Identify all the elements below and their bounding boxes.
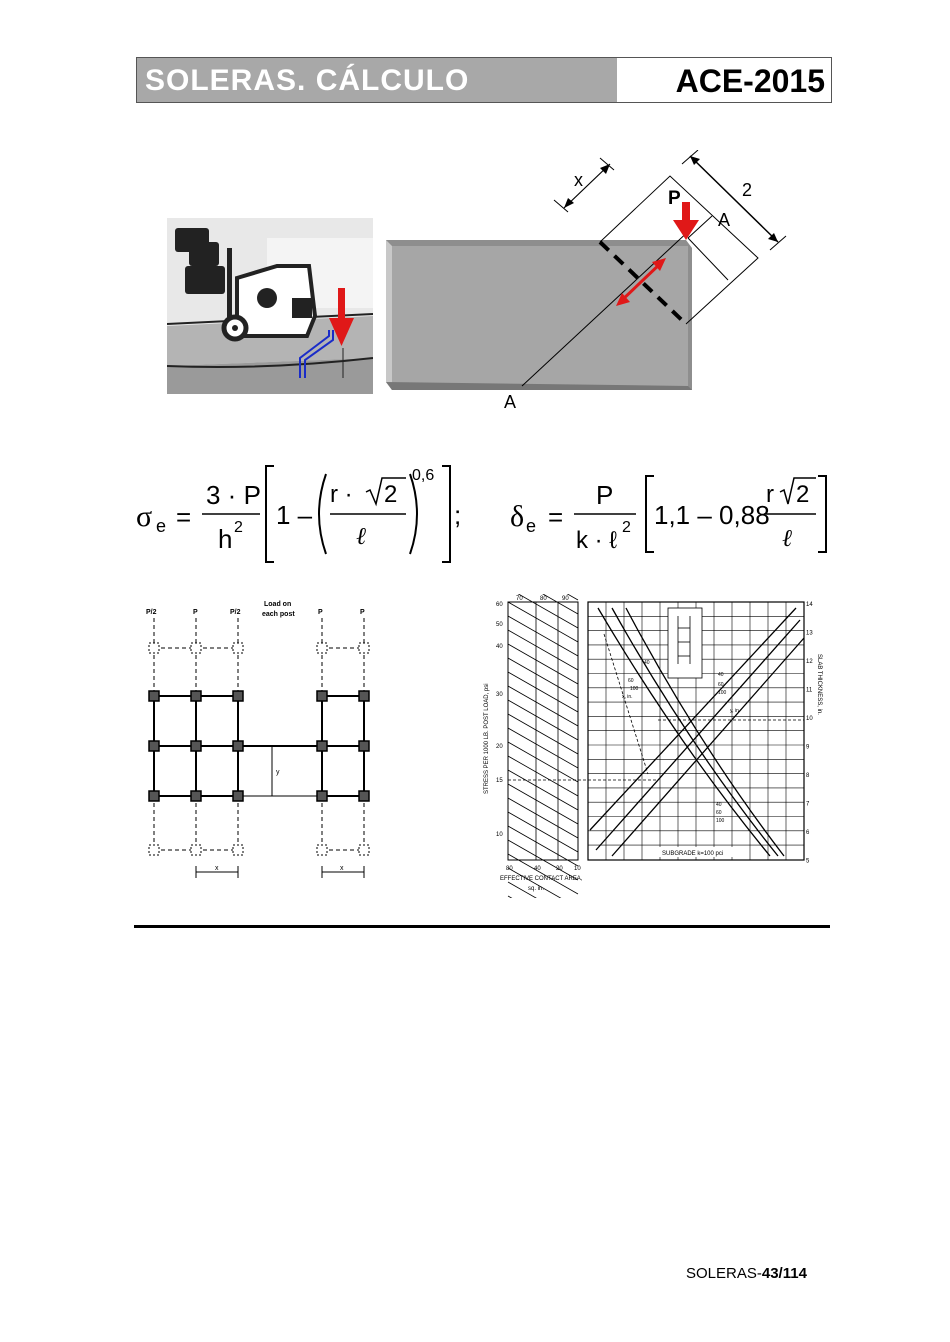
delta-frac-ell: ℓ [782, 526, 792, 552]
curve-label: y, in. [730, 708, 741, 714]
sigma-numerator: 3 · P [206, 480, 261, 510]
post-label-5: P [360, 609, 365, 616]
document-code: ACE-2015 [617, 58, 831, 102]
load-note-line1: Load on [264, 601, 292, 608]
dimension-2-label: 2 [742, 180, 753, 200]
sigma-equals: = [176, 502, 192, 532]
bottom-left-tick: 80 [506, 866, 513, 872]
curve-label: 40 [716, 802, 722, 808]
right-tick: 9 [806, 744, 810, 751]
left-tick: 15 [496, 778, 503, 784]
grid-dim-x-2: x [340, 865, 344, 872]
stress-formula [136, 466, 461, 562]
left-tick: 50 [496, 622, 503, 628]
delta-equals: = [548, 502, 564, 532]
section-divider [134, 925, 830, 928]
post-label-4: P [318, 609, 323, 616]
curve-label: 60 [718, 682, 724, 688]
post-load-grid-diagram [138, 596, 378, 886]
right-tick: 6 [806, 830, 810, 836]
right-tick: 13 [806, 630, 813, 637]
sigma-one-minus: 1 – [276, 500, 313, 530]
curve-label: 60 [716, 810, 722, 816]
bottom-left-label-2: sq. in. [528, 886, 545, 892]
top-left-tick: 80 [540, 596, 547, 602]
delta-subscript: e [526, 516, 537, 536]
sigma-denominator: h [218, 524, 233, 554]
top-left-tick: 90 [562, 596, 569, 602]
post-label-2: P [193, 609, 198, 616]
left-tick: 40 [496, 644, 503, 650]
top-left-tick: 70 [516, 596, 523, 602]
right-tick: 14 [806, 602, 813, 608]
curve-label: 100 [716, 818, 725, 824]
curve-label: 60 [628, 678, 634, 684]
left-tick: 20 [496, 744, 503, 750]
left-tick: 60 [496, 602, 503, 608]
deflection-formula [510, 476, 826, 554]
page-footer [686, 1265, 807, 1282]
right-tick: 12 [806, 659, 813, 665]
subgrade-label: SUBGRADE k=100 pci [662, 851, 724, 857]
nomograph-chart [478, 594, 824, 898]
bottom-left-label-1: EFFECTIVE CONTACT AREA, [500, 876, 583, 882]
curve-label: x, in. [622, 694, 633, 700]
delta-symbol: δ [510, 500, 525, 533]
right-tick: 5 [806, 858, 810, 865]
delta-denominator: k · ℓ [576, 527, 618, 554]
delta-frac-root: 2 [796, 481, 810, 508]
page-number: 43/114 [761, 1265, 807, 1282]
delta-term: 1,1 – 0,88 [654, 500, 770, 530]
section-a-bottom-label: A [504, 392, 517, 412]
slab-diagram [382, 150, 802, 412]
forklift-illustration [167, 218, 373, 394]
sigma-inner-root: 2 [384, 481, 398, 508]
sigma-denominator-exponent: 2 [234, 519, 243, 536]
left-tick: 30 [496, 692, 503, 698]
load-p-label: P [668, 188, 681, 209]
delta-numerator: P [596, 480, 614, 510]
section-a-top-label: A [718, 210, 731, 230]
curve-label: 100 [630, 686, 639, 692]
sigma-inner-ell: ℓ [356, 524, 366, 550]
post-label-1: P/2 [146, 609, 157, 616]
load-note-line2: each post [262, 611, 295, 618]
formulas [130, 458, 830, 570]
grid-dim-x-1: x [215, 865, 219, 872]
sigma-exponent: 0,6 [412, 467, 435, 484]
curve-label: 40 [718, 672, 724, 678]
bottom-left-tick: 40 [534, 866, 541, 872]
sigma-symbol: σ [136, 500, 153, 533]
sigma-subscript: e [156, 516, 167, 536]
delta-frac-r: r [766, 481, 774, 508]
sigma-semicolon: ; [454, 500, 462, 530]
grid-dim-y: y [276, 769, 280, 776]
right-tick: 7 [806, 801, 810, 808]
bottom-left-tick: 10 [574, 866, 581, 872]
right-tick: 10 [806, 716, 813, 722]
delta-denominator-exponent: 2 [622, 519, 631, 536]
curve-label: 40 [644, 660, 650, 666]
post-label-3: P/2 [230, 609, 241, 616]
sigma-inner-r: r · [330, 481, 353, 508]
left-axis-label: STRESS PER 1000 LB. POST LOAD, psi [484, 683, 490, 794]
right-tick: 8 [806, 773, 810, 779]
right-tick: 11 [806, 687, 813, 694]
curve-label: 100 [718, 690, 727, 696]
footer-prefix: SOLERAS- [686, 1265, 762, 1282]
section-title: SOLERAS. CÁLCULO [137, 58, 617, 102]
left-tick: 10 [496, 832, 503, 838]
bottom-left-tick: 20 [556, 866, 563, 872]
right-axis-label: SLAB THICKNESS, in. [816, 654, 822, 715]
dimension-x-label: x [574, 170, 583, 190]
page-header [136, 57, 832, 103]
